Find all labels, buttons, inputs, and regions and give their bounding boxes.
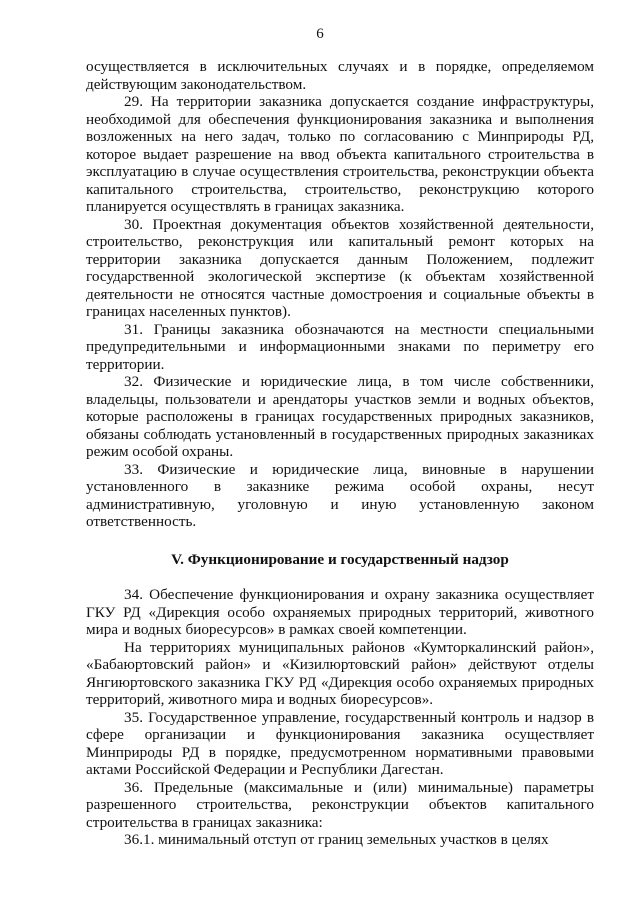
- document-body: [86, 58, 594, 849]
- paragraph: 30. Проектная документация объектов хозяйственной деятельности, строительство, реконструкция или капитальный ремонт которых на территории заказника допускается данным Положением, подлежит государственной экологической экспертизе (к объектам хозяйственной деятельности не относятся частные домостроения и социальные объекты в границах населенных пунктов).: [86, 215, 594, 320]
- paragraph: 32. Физические и юридические лица, в том числе собственники, владельцы, пользователи и арендаторы участков земли и водных объектов, которые расположены в границах государственных природных заказников, обязаны соблюдать установленный в государственных природных заказниках режим особой охраны.: [86, 373, 594, 460]
- paragraphs-after-section: [86, 586, 594, 849]
- paragraph: 34. Обеспечение функционирования и охрану заказника осуществляет ГКУ РД «Дирекция особо охраняемых природных территорий, животного мира и водных биоресурсов» в рамках своей компетенции.: [86, 586, 594, 638]
- paragraph: 29. На территории заказника допускается создание инфраструктуры, необходимой для обеспечения функционирования заказника и выполнения возложенных на него задач, только по согласованию с Минприроды РД, которое выдает разрешение на ввод объекта капитального строительства в эксплуатацию в случае осуществления строительства, реконструкции объекта капитального строительства, строительство, реконструкцию которого планируется осуществлять в границах заказника.: [86, 93, 594, 215]
- paragraphs-before-section: [86, 58, 594, 531]
- paragraph: 33. Физические и юридические лица, виновные в нарушении установленного в заказнике режима особой охраны, несут административную, уголовную и иную установленную законом ответственность.: [86, 460, 594, 530]
- paragraph: На территориях муниципальных районов «Кумторкалинский район», «Бабаюртовский район» и «Кизилюртовский район» действуют отделы Янгиюртовского заказника ГКУ РД «Дирекция особо охраняемых природных территорий, животного мира и водных биоресурсов».: [86, 638, 594, 708]
- section-heading: V. Функционирование и государственный надзор: [171, 550, 509, 568]
- paragraph: 35. Государственное управление, государственный контроль и надзор в сфере организации и функционирования заказника осуществляет Минприроды РД в порядке, предусмотренном нормативными правовыми актами Российской Федерации и Республики Дагестан.: [86, 708, 594, 778]
- paragraph: 36. Предельные (максимальные и (или) минимальные) параметры разрешенного строительства, реконструкции объектов капитального строительства в границах заказника:: [86, 778, 594, 831]
- paragraph: 36.1. минимальный отступ от границ земельных участков в целях: [124, 831, 549, 848]
- paragraph: 31. Границы заказника обозначаются на местности специальными предупредительными и информационными знаками по периметру его территории.: [86, 320, 594, 373]
- paragraph: осуществляется в исключительных случаях и в порядке, определяемом действующим законодательством.: [86, 58, 594, 93]
- page-number: 6: [316, 26, 324, 42]
